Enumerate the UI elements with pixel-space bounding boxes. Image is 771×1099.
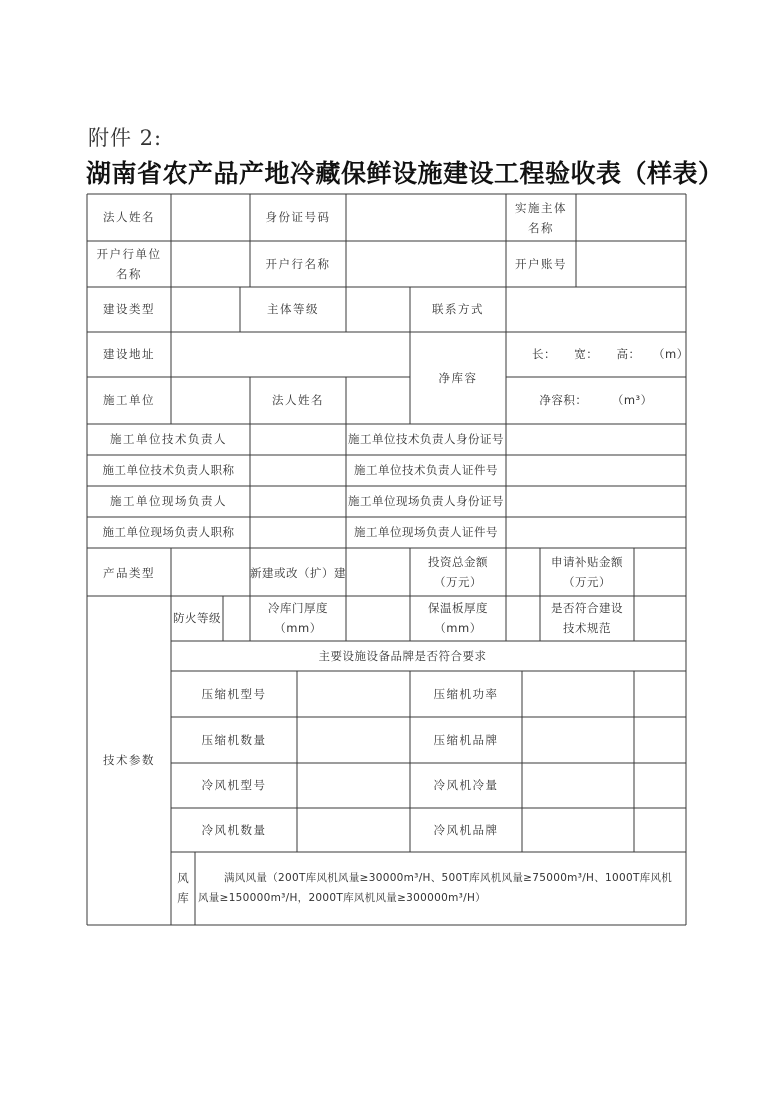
main-grade-label: 主体等级	[267, 302, 319, 316]
impl-entity-label: 实施主体 名称	[515, 201, 567, 235]
investment-label: 投资总金额 （万元）	[428, 555, 488, 589]
fan-cooling-label: 冷风机冷量	[433, 778, 499, 792]
brand-check-label: 主要设施设备品牌是否符合要求	[318, 649, 487, 663]
wind-storage-label: 风 库	[177, 871, 189, 905]
tech-lead-label: 施工单位技术负责人	[110, 432, 227, 446]
door-thickness-label: 冷库门厚度 （mm）	[268, 601, 328, 635]
bank-account-label: 开户账号	[515, 257, 567, 271]
legal-name-2-label: 法人姓名	[272, 393, 324, 407]
compressor-model-label: 压缩机型号	[201, 687, 267, 701]
fan-brand-label: 冷风机品牌	[433, 823, 499, 837]
tech-params-label: 技术参数	[103, 753, 155, 767]
tech-lead-id-label: 施工单位技术负责人身份证号	[348, 432, 504, 446]
contact-label: 联系方式	[432, 302, 484, 316]
airflow-requirement-text: 满风风量（200T库风机风量≥30000m³/H、500T库风机风量≥75000m³/H、1000T库风机风量≥150000m³/H，2000T库风机风量≥300000m³/H）	[198, 872, 673, 904]
net-volume-label: 净容积： （m³）	[539, 393, 653, 407]
bank-name-label: 开户行名称	[265, 257, 331, 271]
legal-name-label: 法人姓名	[103, 210, 155, 224]
tech-lead-title-label: 施工单位技术负责人职称	[102, 463, 235, 477]
contractor-label: 施工单位	[103, 393, 155, 407]
attachment-label: 附件 2:	[88, 126, 163, 150]
bank-unit-label: 开户行单位 名称	[96, 247, 162, 281]
build-address-label: 建设地址	[103, 347, 155, 361]
compressor-qty-label: 压缩机数量	[201, 733, 267, 747]
site-lead-id-label: 施工单位现场负责人身份证号	[348, 494, 504, 508]
dimensions-label: 长： 宽： 高： （m）	[532, 347, 689, 361]
product-type-label: 产品类型	[103, 566, 155, 580]
fire-rating-label: 防火等级	[173, 611, 221, 625]
id-number-label: 身份证号码	[265, 210, 331, 224]
compressor-brand-label: 压缩机品牌	[433, 733, 499, 747]
build-type-label: 建设类型	[103, 302, 155, 316]
tech-lead-cert-label: 施工单位技术负责人证件号	[354, 463, 498, 477]
fan-qty-label: 冷风机数量	[201, 823, 267, 837]
site-lead-title-label: 施工单位现场负责人职称	[102, 525, 235, 539]
compressor-power-label: 压缩机功率	[433, 687, 499, 701]
subsidy-label: 申请补贴金额 （万元）	[551, 555, 623, 589]
panel-thickness-label: 保温板厚度 （mm）	[428, 601, 488, 635]
new-or-expand-label: 新建或改（扩）建	[250, 566, 346, 580]
compliant-label: 是否符合建设 技术规范	[551, 601, 623, 635]
net-storage-label: 净库容	[438, 371, 478, 385]
site-lead-label: 施工单位现场负责人	[110, 494, 227, 508]
site-lead-cert-label: 施工单位现场负责人证件号	[354, 525, 498, 539]
fan-model-label: 冷风机型号	[201, 778, 267, 792]
page-title: 湖南省农产品产地冷藏保鲜设施建设工程验收表（样表）	[86, 159, 724, 188]
